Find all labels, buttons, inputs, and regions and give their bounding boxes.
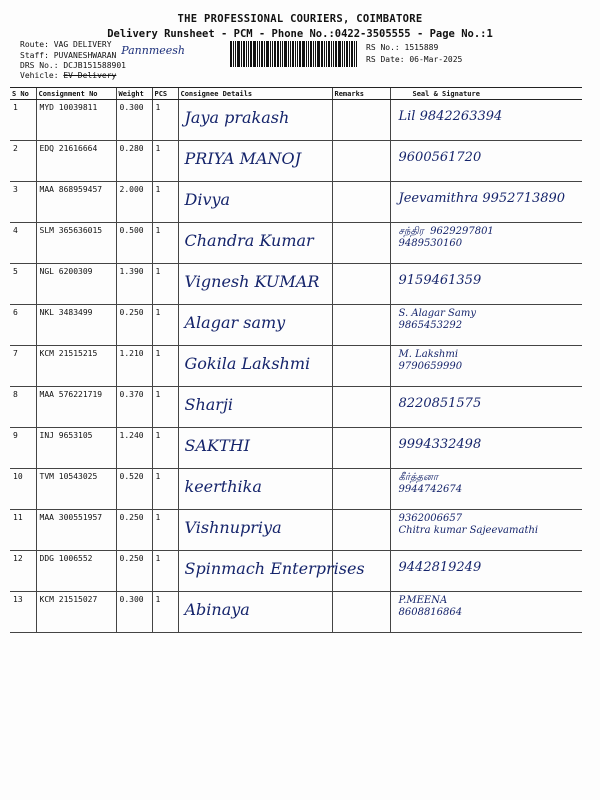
cell-pcs: 1 — [152, 100, 178, 141]
col-header-pcs: PCS — [152, 88, 178, 100]
cell-signature — [390, 387, 582, 428]
cell-pcs: 1 — [152, 141, 178, 182]
runsheet-subtitle: Delivery Runsheet - PCM - Phone No.:0422-3505555 - Page No.:1 — [107, 28, 493, 40]
barcode-bar — [274, 41, 276, 67]
cell-remarks — [332, 264, 390, 305]
staff-label: Staff: — [20, 51, 49, 60]
cell-signature — [390, 469, 582, 510]
barcode-bar — [313, 41, 314, 67]
cell-pcs: 1 — [152, 346, 178, 387]
cell-signature — [390, 223, 582, 264]
vehicle-line — [20, 71, 116, 81]
barcode-bar — [356, 41, 357, 67]
cell-consignment-no: SLM 365636015 — [36, 223, 116, 264]
table-row — [10, 387, 582, 428]
signature-handwriting: M. Lakshmi 9790659990 — [398, 349, 463, 372]
barcode-bar — [264, 41, 265, 67]
runsheet-barcode — [230, 41, 358, 67]
table-row — [10, 100, 582, 141]
cell-sno: 9 — [10, 428, 36, 469]
consignee-handwriting: Divya — [184, 190, 231, 209]
cell-pcs: 1 — [152, 592, 178, 633]
cell-consignment-no: DDG 1006552 — [36, 551, 116, 592]
barcode-bar — [317, 41, 320, 67]
table-row — [10, 346, 582, 387]
consignee-handwriting: Gokila Lakshmi — [184, 354, 311, 373]
table-row — [10, 592, 582, 633]
cell-consignment-no: KCM 21515215 — [36, 346, 116, 387]
vehicle-value: EV Delivery — [63, 71, 117, 80]
cell-sno: 3 — [10, 182, 36, 223]
cell-weight: 1.240 — [116, 428, 152, 469]
rs-no-line — [366, 43, 438, 52]
cell-signature — [390, 182, 582, 223]
cell-sno: 6 — [10, 305, 36, 346]
consignee-handwriting: Spinmach Enterprises — [184, 559, 365, 578]
cell-signature — [390, 346, 582, 387]
cell-pcs: 1 — [152, 264, 178, 305]
cell-weight: 0.500 — [116, 223, 152, 264]
cell-weight: 0.300 — [116, 592, 152, 633]
cell-weight: 1.210 — [116, 346, 152, 387]
table-row — [10, 428, 582, 469]
cell-pcs: 1 — [152, 223, 178, 264]
barcode-bar — [243, 41, 245, 67]
cell-remarks — [332, 551, 390, 592]
barcode-bar — [259, 41, 260, 67]
cell-remarks — [332, 346, 390, 387]
cell-pcs: 1 — [152, 510, 178, 551]
staff-value: PUVANESHWARAN — [53, 51, 117, 60]
col-header-signature: Seal & Signature — [390, 88, 582, 100]
vehicle-label: Vehicle: — [20, 71, 59, 80]
barcode-bar — [349, 41, 350, 67]
barcode-bar — [299, 41, 301, 67]
barcode-bar — [250, 41, 252, 67]
signature-handwriting: 9600561720 — [398, 150, 482, 165]
cell-weight: 0.250 — [116, 551, 152, 592]
cell-remarks — [332, 428, 390, 469]
consignee-handwriting: Alagar samy — [184, 313, 286, 332]
route-value: VAG DELIVERY — [53, 40, 112, 49]
cell-consignment-no: EDQ 21616664 — [36, 141, 116, 182]
cell-consignee — [178, 182, 332, 223]
cell-weight: 0.300 — [116, 100, 152, 141]
route-line — [20, 40, 112, 50]
barcode-bar — [248, 41, 249, 67]
cell-signature — [390, 100, 582, 141]
barcode-bar — [333, 41, 334, 67]
cell-consignment-no: MYD 10039811 — [36, 100, 116, 141]
barcode-bar — [302, 41, 305, 67]
signature-handwriting: 9362006657 Chitra kumar Sajeevamathi — [398, 513, 539, 536]
cell-weight: 2.000 — [116, 182, 152, 223]
consignee-handwriting: Chandra Kumar — [184, 231, 314, 250]
barcode-bar — [280, 41, 281, 67]
signature-handwriting: 9159461359 — [398, 273, 482, 288]
cell-consignment-no: MAA 300551957 — [36, 510, 116, 551]
consignee-handwriting: Jaya prakash — [184, 108, 290, 127]
barcode-bar — [241, 41, 242, 67]
cell-pcs: 1 — [152, 305, 178, 346]
cell-consignment-no: INJ 9653105 — [36, 428, 116, 469]
rs-date-value: 06-Mar-2025 — [409, 55, 463, 64]
cell-consignment-no: MAA 868959457 — [36, 182, 116, 223]
cell-signature — [390, 141, 582, 182]
consignee-handwriting: keerthika — [184, 477, 262, 496]
barcode-bar — [324, 41, 325, 67]
cell-remarks — [332, 100, 390, 141]
barcode-bar — [237, 41, 240, 67]
cell-signature — [390, 592, 582, 633]
staff-handwritten: Pannmeesh — [121, 44, 186, 57]
cell-weight: 0.250 — [116, 305, 152, 346]
barcode-bar — [270, 41, 271, 67]
table-row — [10, 305, 582, 346]
barcode-bar — [233, 41, 234, 67]
barcode-bar — [284, 41, 287, 67]
barcode-bar — [257, 41, 258, 67]
cell-weight: 0.280 — [116, 141, 152, 182]
cell-remarks — [332, 387, 390, 428]
barcode-bar — [310, 41, 312, 67]
cell-consignee — [178, 346, 332, 387]
cell-weight: 0.370 — [116, 387, 152, 428]
cell-remarks — [332, 182, 390, 223]
cell-remarks — [332, 223, 390, 264]
cell-remarks — [332, 592, 390, 633]
barcode-bar — [342, 41, 343, 67]
barcode-bar — [266, 41, 269, 67]
signature-handwriting: P.MEENA 8608816864 — [398, 595, 463, 618]
consignee-handwriting: Sharji — [184, 395, 234, 414]
cell-weight: 0.250 — [116, 510, 152, 551]
cell-remarks — [332, 510, 390, 551]
signature-handwriting: 9442819249 — [398, 560, 482, 575]
cell-pcs: 1 — [152, 428, 178, 469]
route-label: Route: — [20, 40, 49, 49]
cell-signature — [390, 510, 582, 551]
cell-signature — [390, 551, 582, 592]
table-row — [10, 141, 582, 182]
barcode-bar — [277, 41, 279, 67]
table-row — [10, 264, 582, 305]
cell-pcs: 1 — [152, 469, 178, 510]
consignee-handwriting: PRIYA MANOJ — [184, 149, 302, 168]
consignee-handwriting: SAKTHI — [184, 436, 250, 455]
cell-consignee — [178, 100, 332, 141]
barcode-bar — [253, 41, 256, 67]
barcode-bar — [331, 41, 332, 67]
cell-consignment-no: TVM 10543025 — [36, 469, 116, 510]
rs-date-label: RS Date: — [366, 55, 405, 64]
signature-handwriting: Lil 9842263394 — [398, 109, 503, 124]
cell-consignee — [178, 387, 332, 428]
runsheet-table — [10, 87, 582, 633]
barcode-bar — [328, 41, 330, 67]
barcode-bar — [288, 41, 289, 67]
cell-sno: 7 — [10, 346, 36, 387]
cell-sno: 1 — [10, 100, 36, 141]
barcode-bar — [235, 41, 236, 67]
rs-no-value: 1515889 — [404, 43, 439, 52]
cell-remarks — [332, 141, 390, 182]
cell-consignee — [178, 551, 365, 592]
cell-pcs: 1 — [152, 551, 178, 592]
signature-handwriting: Jeevamithra 9952713890 — [398, 191, 566, 206]
barcode-bar — [321, 41, 323, 67]
table-row — [10, 182, 582, 223]
barcode-bar — [326, 41, 327, 67]
signature-handwriting: 9994332498 — [398, 437, 482, 452]
barcode-bar — [272, 41, 273, 67]
cell-consignee — [178, 428, 332, 469]
barcode-bar — [295, 41, 296, 67]
cell-sno: 13 — [10, 592, 36, 633]
col-header-sno: S No — [10, 88, 36, 100]
cell-weight: 0.520 — [116, 469, 152, 510]
drs-label: DRS No.: — [20, 61, 59, 70]
company-title: THE PROFESSIONAL COURIERS, COIMBATORE — [177, 13, 423, 25]
barcode-bar — [338, 41, 341, 67]
cell-remarks — [332, 305, 390, 346]
cell-remarks — [332, 469, 390, 510]
barcode-bar — [351, 41, 353, 67]
barcode-bar — [346, 41, 348, 67]
cell-sno: 10 — [10, 469, 36, 510]
consignee-handwriting: Vishnupriya — [184, 518, 282, 537]
barcode-bar — [282, 41, 283, 67]
col-header-remarks: Remarks — [332, 88, 390, 100]
cell-consignee — [178, 592, 332, 633]
barcode-bar — [290, 41, 291, 67]
barcode-bar — [246, 41, 247, 67]
cell-consignee — [178, 223, 332, 264]
col-header-weight: Weight — [116, 88, 152, 100]
barcode-bar — [306, 41, 307, 67]
consignee-handwriting: Abinaya — [184, 600, 250, 619]
signature-handwriting: சந்திர 9629297801 9489530160 — [398, 226, 494, 249]
cell-weight: 1.390 — [116, 264, 152, 305]
cell-sno: 5 — [10, 264, 36, 305]
barcode-bar — [354, 41, 355, 67]
barcode-bar — [315, 41, 316, 67]
barcode-bar — [335, 41, 337, 67]
barcode-bar — [297, 41, 298, 67]
signature-handwriting: கீர்த்தனா 9944742674 — [398, 472, 463, 495]
cell-sno: 12 — [10, 551, 36, 592]
cell-consignee — [178, 469, 332, 510]
table-row — [10, 510, 582, 551]
col-header-consignee: Consignee Details — [178, 88, 332, 100]
rs-no-label: RS No.: — [366, 43, 400, 52]
cell-pcs: 1 — [152, 182, 178, 223]
drs-line — [20, 61, 126, 71]
drs-value: DCJB151588901 — [63, 61, 126, 70]
cell-sno: 4 — [10, 223, 36, 264]
rs-date-line — [366, 55, 462, 64]
col-header-consignment: Consignment No — [36, 88, 116, 100]
cell-signature — [390, 428, 582, 469]
cell-pcs: 1 — [152, 387, 178, 428]
barcode-bar — [344, 41, 345, 67]
barcode-bar — [292, 41, 294, 67]
signature-handwriting: 8220851575 — [398, 396, 482, 411]
barcode-bar — [261, 41, 263, 67]
cell-consignment-no: KCM 21515027 — [36, 592, 116, 633]
cell-consignment-no: NKL 3483499 — [36, 305, 116, 346]
table-header-row — [10, 88, 582, 100]
cell-consignee — [178, 264, 332, 305]
cell-consignee — [178, 510, 332, 551]
barcode-bar — [308, 41, 309, 67]
table-row — [10, 223, 582, 264]
consignee-handwriting: Vignesh KUMAR — [184, 272, 320, 291]
cell-consignment-no: MAA 576221719 — [36, 387, 116, 428]
cell-sno: 11 — [10, 510, 36, 551]
cell-sno: 2 — [10, 141, 36, 182]
cell-signature — [390, 264, 582, 305]
table-row — [10, 551, 582, 592]
barcode-bar — [230, 41, 232, 67]
cell-signature — [390, 305, 582, 346]
signature-handwriting: S. Alagar Samy 9865453292 — [398, 308, 476, 331]
table-row — [10, 469, 582, 510]
cell-consignee — [178, 141, 332, 182]
cell-consignee — [178, 305, 332, 346]
cell-sno: 8 — [10, 387, 36, 428]
cell-consignment-no: NGL 6200309 — [36, 264, 116, 305]
